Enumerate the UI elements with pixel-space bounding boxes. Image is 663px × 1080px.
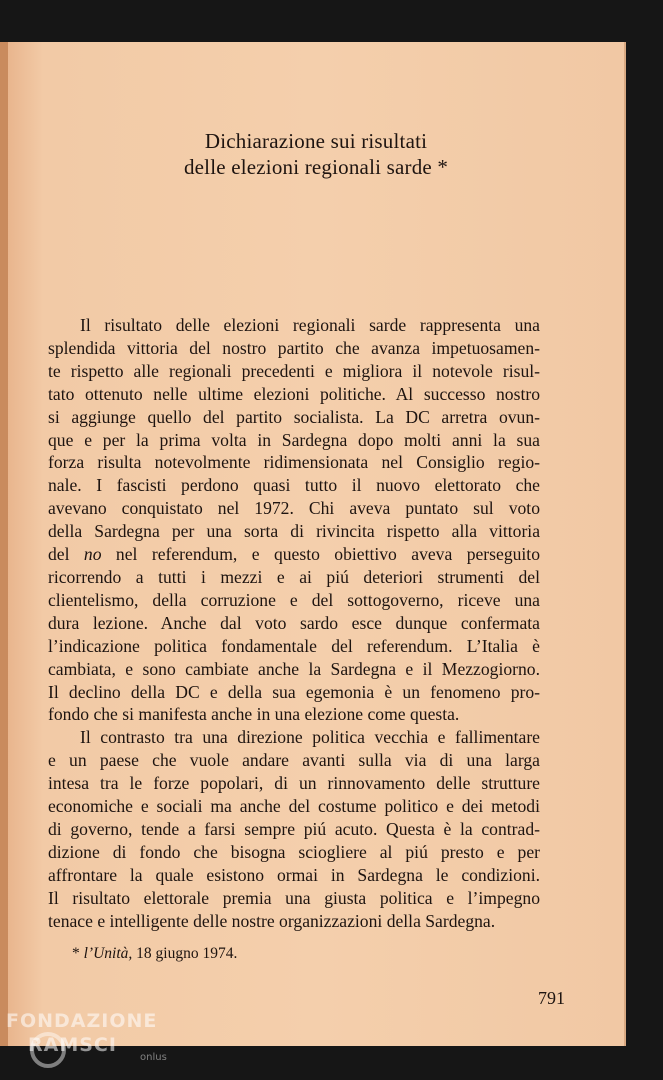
title-line: delle elezioni regionali sarde *: [183, 155, 449, 179]
text-line: avevano conquistato nel 1972. Chi aveva puntato sul voto: [48, 498, 540, 519]
watermark-suffix: onlus: [140, 1052, 167, 1063]
watermark-line2: RAMSCI: [28, 1034, 117, 1056]
text-line: tato ottenuto nelle ultime elezioni politiche. Al successo nostro: [48, 383, 540, 404]
paragraph: [48, 726, 540, 932]
footnote-date: 18 giugno 1974.: [136, 945, 238, 962]
text-line: Il risultato elettorale premia una giusta politica e l’impegno: [48, 887, 540, 908]
foundation-watermark: [4, 1008, 204, 1078]
text-line: Il contrasto tra una direzione politica vecchia e fallimentare: [80, 727, 540, 748]
text-line: di governo, tende a farsi sempre piú acuto. Questa è la contrad-: [48, 818, 540, 839]
text-line: dizione di fondo che bisogna sciogliere al piú presto e per: [48, 841, 540, 862]
title-line: Dichiarazione sui risultati: [204, 129, 428, 153]
footnote-marker: *: [72, 945, 80, 962]
text-line: Il risultato delle elezioni regionali sarde rappresenta una: [80, 315, 540, 335]
text-line: fondo che si manifesta anche in una elezione come questa.: [48, 704, 460, 725]
text-line: ricorrendo a tutti i mezzi e ai piú deteriori strumenti del: [48, 566, 540, 587]
text-line: intesa tra le forze popolari, di un rinnovamento delle strutture: [48, 773, 540, 794]
text-line: dura lezione. Anche dal voto sardo esce dunque confermata: [48, 612, 540, 633]
book-spine: [0, 42, 8, 1046]
text-line: Il declino della DC e della sua egemonia è un fenomeno pro-: [48, 681, 540, 702]
text-line: economiche e sociali ma anche del costume politico e dei metodi: [48, 796, 540, 817]
text-line: l’indicazione politica fondamentale del referendum. L’Italia è: [48, 635, 540, 656]
footnote: [72, 945, 237, 963]
footnote-source: l’Unità,: [83, 945, 133, 962]
text-line: forza risulta notevolmente ridimensionata nel Consiglio regio-: [48, 452, 540, 473]
document-body: [48, 314, 540, 932]
paragraph: [48, 314, 540, 726]
watermark-line1: FONDAZIONE: [6, 1010, 158, 1032]
text-line: della Sardegna per una sorta di rivincita rispetto alla vittoria: [48, 521, 540, 542]
text-line: clientelismo, della corruzione e del sottogoverno, riceve una: [48, 589, 540, 610]
page-number: 791: [538, 988, 565, 1008]
text-line: e un paese che vuole andare avanti sulla via di una larga: [48, 750, 540, 771]
text-line: cambiata, e sono cambiate anche la Sardegna e il Mezzogiorno.: [48, 658, 540, 679]
text-line: splendida vittoria del nostro partito che avanza impetuosamen-: [48, 337, 540, 358]
document-title: [6, 128, 626, 180]
text-line: si aggiunge quello del partito socialista. La DC arretra ovun-: [48, 406, 540, 427]
text-line: tenace e intelligente delle nostre organizzazioni della Sardegna.: [48, 910, 496, 931]
text-line: affrontare la quale esistono ormai in Sardegna le condizioni.: [48, 864, 540, 885]
text-line: que e per la prima volta in Sardegna dopo molti anni la sua: [48, 429, 540, 450]
text-line: del no nel referendum, e questo obiettivo aveva perseguito: [48, 544, 540, 565]
text-line: nale. I fascisti perdono quasi tutto il nuovo elettorato che: [48, 475, 540, 496]
text-line: te rispetto alle regionali precedenti e migliora il notevole risul-: [48, 360, 540, 381]
